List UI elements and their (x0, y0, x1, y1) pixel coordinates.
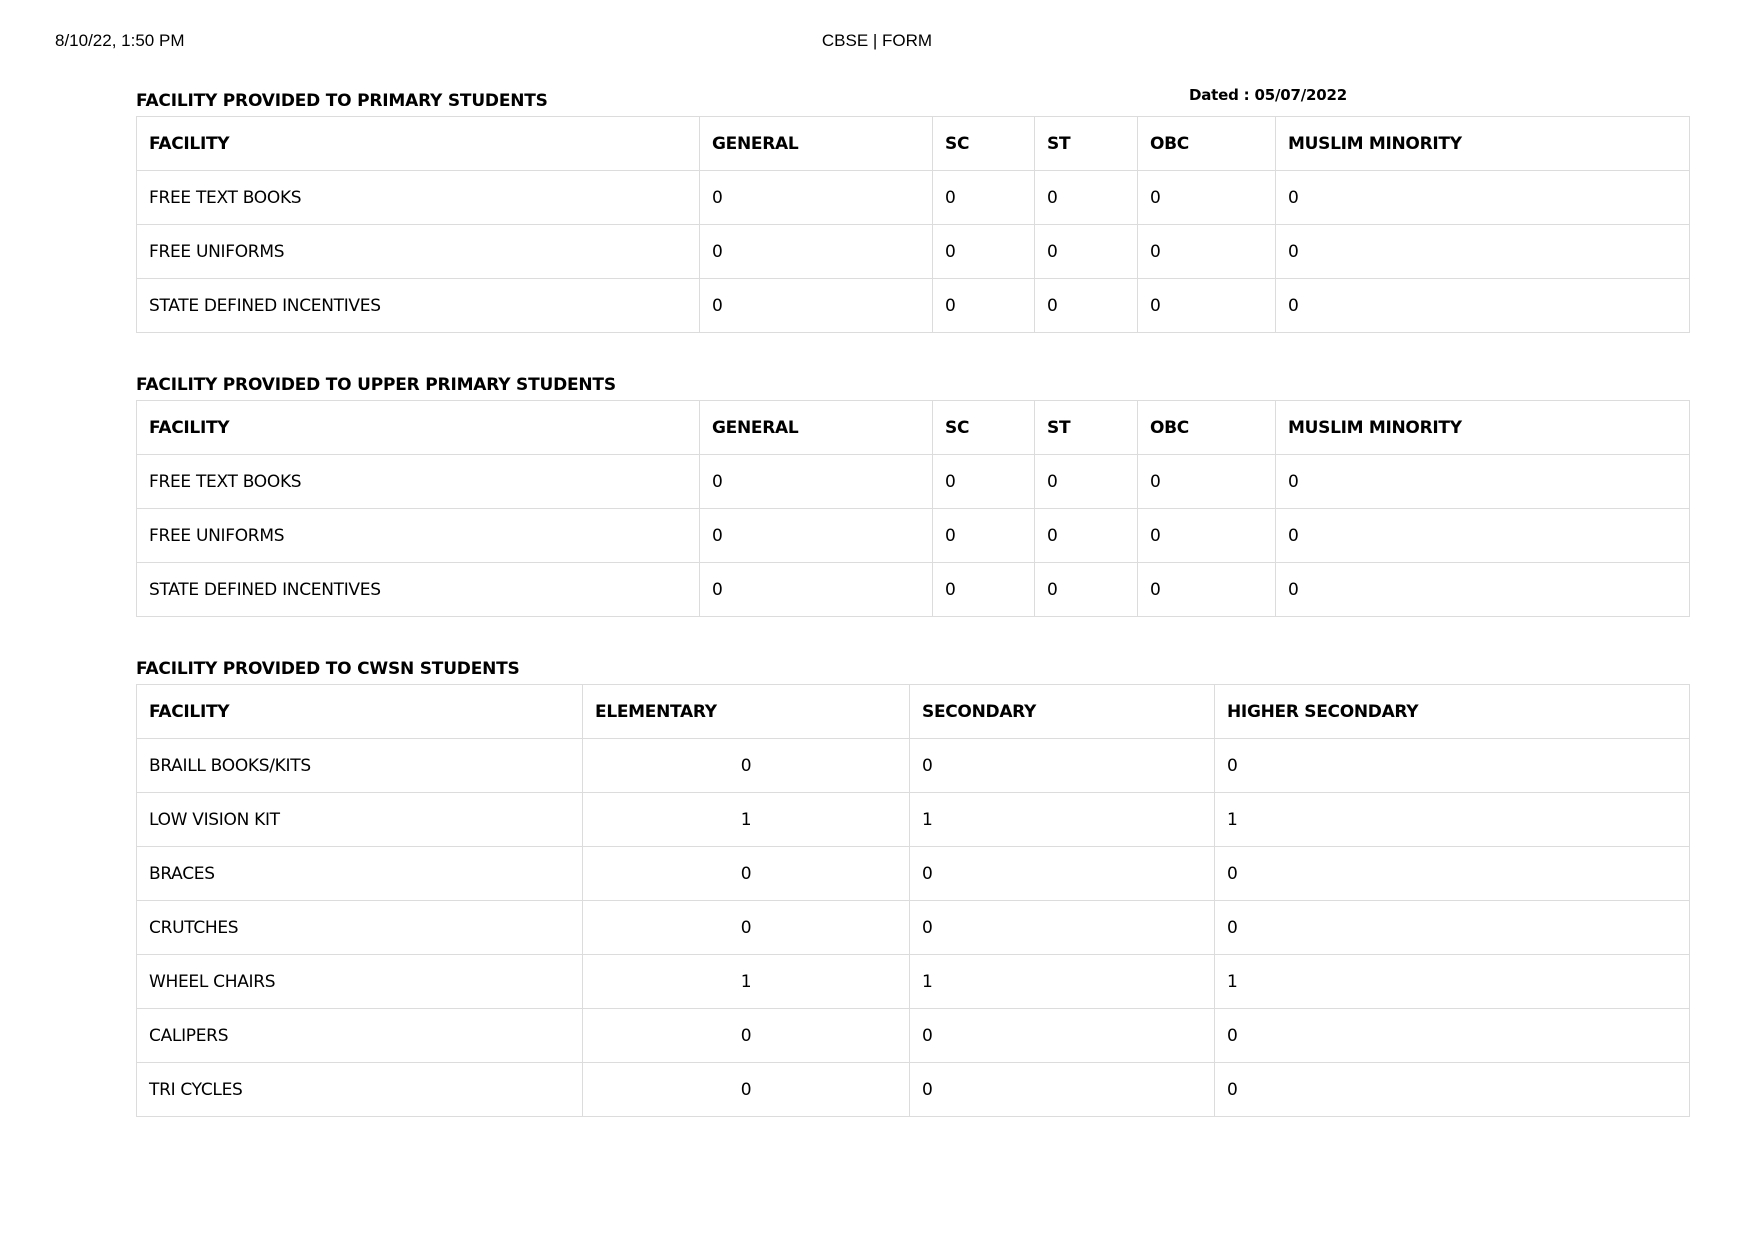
value-cell: 0 (1035, 455, 1138, 509)
print-header (0, 31, 1754, 53)
value-cell: 0 (1138, 563, 1276, 617)
column-header: FACILITY (137, 117, 700, 171)
facility-cell: FREE UNIFORMS (137, 225, 700, 279)
value-cell: 1 (910, 793, 1215, 847)
value-cell: 0 (1276, 225, 1690, 279)
column-header: OBC (1138, 401, 1276, 455)
column-header: FACILITY (137, 401, 700, 455)
table-row (137, 279, 1690, 333)
value-cell: 0 (700, 509, 933, 563)
value-cell: 0 (583, 1009, 910, 1063)
upper-primary-section (136, 370, 1689, 617)
value-cell: 0 (1035, 279, 1138, 333)
column-header: FACILITY (137, 685, 583, 739)
value-cell: 1 (910, 955, 1215, 1009)
value-cell: 0 (1035, 225, 1138, 279)
value-cell: 0 (933, 563, 1035, 617)
column-header: GENERAL (700, 401, 933, 455)
value-cell: 0 (933, 455, 1035, 509)
facility-cell: BRAILL BOOKS/KITS (137, 739, 583, 793)
facility-cell: FREE UNIFORMS (137, 509, 700, 563)
print-title: CBSE | FORM (821, 31, 933, 50)
value-cell: 0 (1035, 509, 1138, 563)
table-header-row (137, 685, 1690, 739)
primary-table (136, 116, 1690, 333)
facility-cell: FREE TEXT BOOKS (137, 171, 700, 225)
value-cell: 0 (1276, 171, 1690, 225)
value-cell: 0 (1215, 1063, 1690, 1117)
table-header-row (137, 401, 1690, 455)
facility-cell: STATE DEFINED INCENTIVES (137, 279, 700, 333)
value-cell: 0 (700, 563, 933, 617)
value-cell: 0 (583, 1063, 910, 1117)
column-header: ST (1035, 117, 1138, 171)
value-cell: 0 (910, 847, 1215, 901)
value-cell: 1 (583, 793, 910, 847)
dated-label: Dated : 05/07/2022 (1189, 86, 1347, 104)
value-cell: 0 (910, 1063, 1215, 1117)
table-header-row (137, 117, 1690, 171)
value-cell: 0 (1276, 563, 1690, 617)
cwsn-table (136, 684, 1690, 1117)
value-cell: 0 (1138, 509, 1276, 563)
section-title: FACILITY PROVIDED TO PRIMARY STUDENTS (136, 91, 548, 111)
value-cell: 0 (1276, 509, 1690, 563)
facility-cell: WHEEL CHAIRS (137, 955, 583, 1009)
primary-section (136, 86, 1689, 333)
cwsn-section (136, 654, 1689, 1117)
value-cell: 0 (700, 225, 933, 279)
value-cell: 1 (1215, 955, 1690, 1009)
value-cell: 0 (700, 171, 933, 225)
value-cell: 0 (1215, 847, 1690, 901)
facility-cell: BRACES (137, 847, 583, 901)
value-cell: 0 (1138, 171, 1276, 225)
value-cell: 0 (1138, 225, 1276, 279)
print-datetime: 8/10/22, 1:50 PM (55, 31, 185, 50)
table-row (137, 455, 1690, 509)
table-row (137, 955, 1690, 1009)
column-header: SC (933, 401, 1035, 455)
column-header: ST (1035, 401, 1138, 455)
table-row (137, 793, 1690, 847)
column-header: MUSLIM MINORITY (1276, 401, 1690, 455)
value-cell: 0 (1215, 1009, 1690, 1063)
upper-primary-table (136, 400, 1690, 617)
value-cell: 0 (910, 739, 1215, 793)
column-header: HIGHER SECONDARY (1215, 685, 1690, 739)
value-cell: 0 (1138, 455, 1276, 509)
value-cell: 0 (1215, 901, 1690, 955)
value-cell: 0 (1276, 455, 1690, 509)
value-cell: 0 (1138, 279, 1276, 333)
facility-cell: CRUTCHES (137, 901, 583, 955)
value-cell: 0 (700, 279, 933, 333)
value-cell: 0 (1276, 279, 1690, 333)
value-cell: 0 (933, 509, 1035, 563)
value-cell: 0 (700, 455, 933, 509)
section-title: FACILITY PROVIDED TO CWSN STUDENTS (136, 659, 520, 679)
table-row (137, 509, 1690, 563)
value-cell: 0 (1035, 171, 1138, 225)
section-title: FACILITY PROVIDED TO UPPER PRIMARY STUDENTS (136, 375, 616, 395)
value-cell: 0 (933, 225, 1035, 279)
table-row (137, 563, 1690, 617)
value-cell: 0 (1035, 563, 1138, 617)
facility-cell: STATE DEFINED INCENTIVES (137, 563, 700, 617)
table-row (137, 901, 1690, 955)
facility-cell: CALIPERS (137, 1009, 583, 1063)
column-header: SC (933, 117, 1035, 171)
column-header: OBC (1138, 117, 1276, 171)
table-row (137, 171, 1690, 225)
table-row (137, 225, 1690, 279)
value-cell: 0 (933, 279, 1035, 333)
value-cell: 0 (1215, 739, 1690, 793)
facility-cell: LOW VISION KIT (137, 793, 583, 847)
value-cell: 0 (910, 1009, 1215, 1063)
column-header: MUSLIM MINORITY (1276, 117, 1690, 171)
facility-cell: TRI CYCLES (137, 1063, 583, 1117)
value-cell: 1 (583, 955, 910, 1009)
facility-cell: FREE TEXT BOOKS (137, 455, 700, 509)
table-row (137, 847, 1690, 901)
column-header: GENERAL (700, 117, 933, 171)
table-row (137, 1063, 1690, 1117)
value-cell: 0 (583, 739, 910, 793)
column-header: SECONDARY (910, 685, 1215, 739)
value-cell: 0 (583, 901, 910, 955)
table-row (137, 1009, 1690, 1063)
value-cell: 0 (910, 901, 1215, 955)
table-row (137, 739, 1690, 793)
value-cell: 0 (583, 847, 910, 901)
column-header: ELEMENTARY (583, 685, 910, 739)
value-cell: 0 (933, 171, 1035, 225)
value-cell: 1 (1215, 793, 1690, 847)
